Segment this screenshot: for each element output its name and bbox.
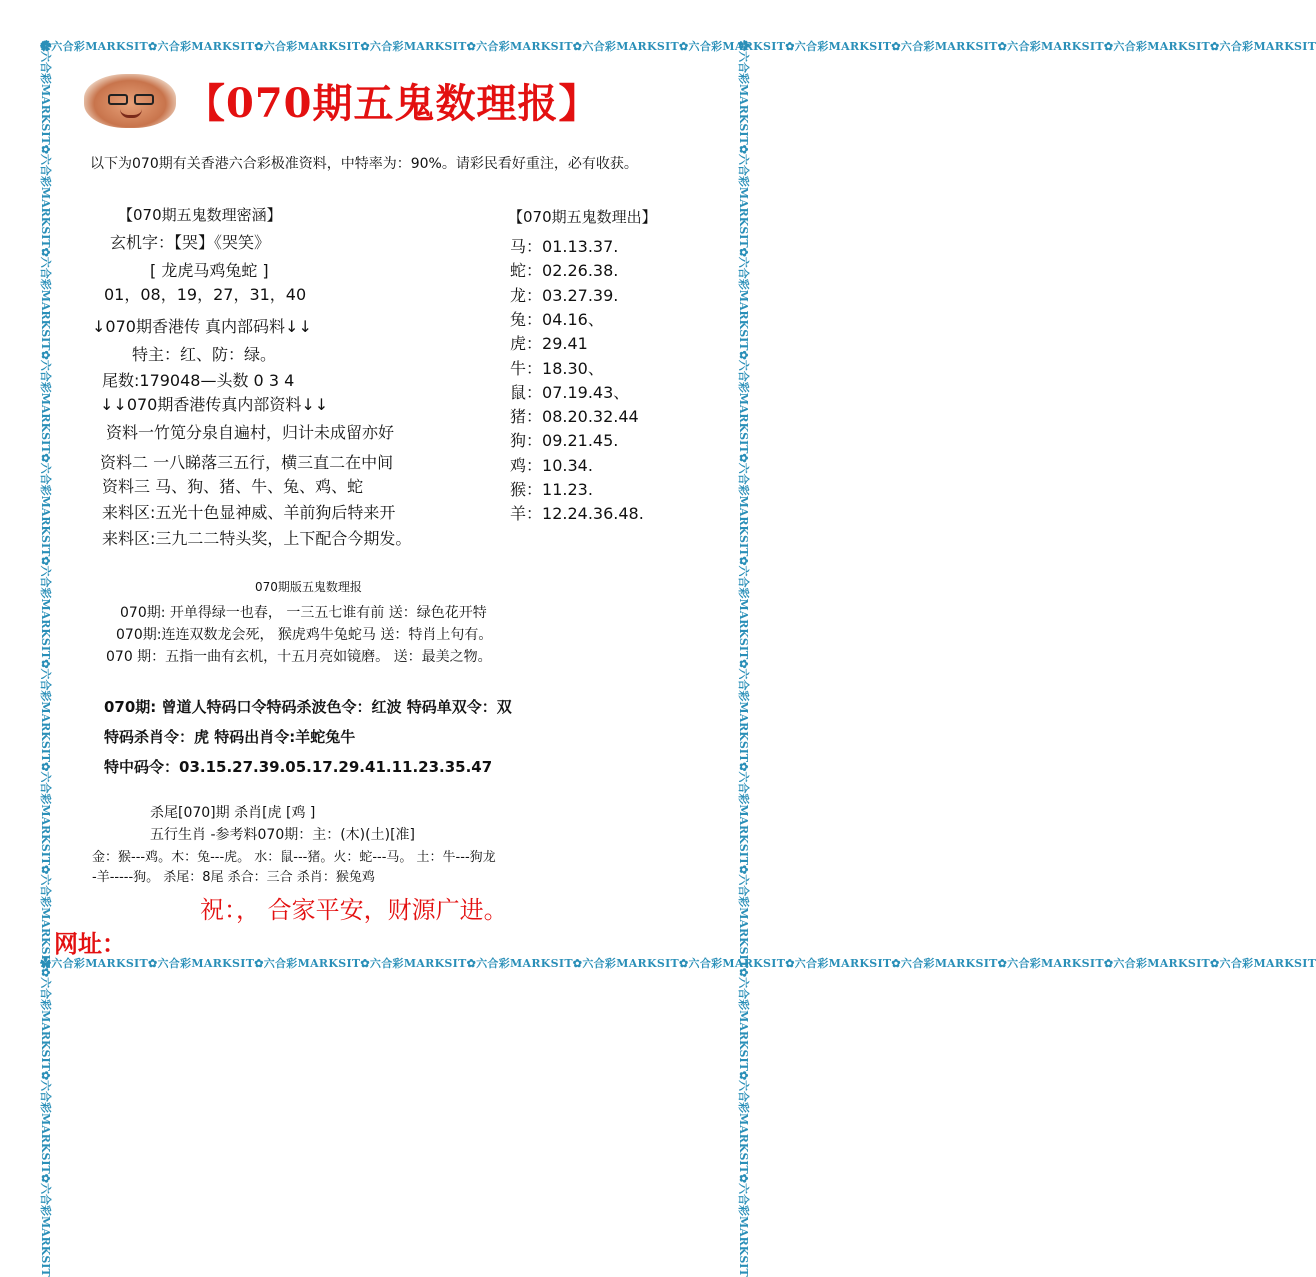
zodiac-separator: ：: [526, 382, 543, 402]
zodiac-name: 鸡: [510, 455, 527, 475]
zodiac-separator: ：: [526, 504, 543, 524]
inside-code-heading: ↓070期香港传 真内部码料↓↓: [92, 317, 312, 336]
zodiac-separator: ：: [526, 237, 543, 256]
zodiac-list: [ 龙虎马鸡兔蛇 ]: [150, 261, 269, 280]
zodiac-separator: ：: [526, 407, 543, 427]
tail-numbers: 尾数:179048—头数 0 3 4: [102, 371, 295, 390]
data-line-2: 资料二 一八睇落三五行，横三直二在中间: [100, 453, 394, 472]
zodiac-separator: ：: [526, 261, 543, 281]
source-line-2: 来料区:三九二二特头奖，上下配合今期发。: [102, 529, 412, 548]
order-line-1: 070期: 曾道人特码口令特码杀波色令：红波 特码单双令：双: [104, 698, 512, 716]
riddle-text: 玄机字：【哭】《哭笑》: [110, 233, 271, 252]
zodiac-name: 牛: [510, 358, 527, 378]
avatar: [84, 74, 176, 128]
zodiac-name: 猴: [510, 480, 527, 499]
zodiac-row: [510, 453, 593, 476]
wuxing-line: 五行生肖 -参考料070期：主：(木)(土)[准]: [150, 827, 415, 843]
zodiac-row: [510, 380, 629, 403]
source-line-1: 来料区:五光十色显神威、羊前狗后特来开: [102, 503, 396, 522]
zodiac-name: 狗: [510, 431, 527, 451]
zodiac-row: [510, 258, 618, 281]
frame-left-text: ✿六合彩MARKSIT✿六合彩MARKSIT✿六合彩MARKSIT✿六合彩MARKSIT✿六合彩MARKSIT✿六合彩MARKSIT✿六合彩MARKSIT✿六合彩MARKSIT✿六合彩MARKSIT✿六合彩MARKSIT✿六合彩MARKSIT✿六合彩MARKSIT: [39, 40, 52, 1277]
data-line-1: 资料一竹笕分泉自遍村，归计未成留亦好: [106, 423, 395, 442]
zodiac-separator: ：: [526, 358, 543, 378]
zodiac-row: [510, 283, 618, 306]
zodiac-row: [510, 331, 588, 354]
zodiac-numbers: 03.27.39.: [542, 285, 619, 305]
zodiac-row: [510, 501, 644, 524]
data-line-3: 资料三 马、狗、猪、牛、兔、鸡、蛇: [102, 477, 364, 496]
zodiac-numbers: 04.16、: [542, 309, 604, 329]
zodiac-separator: ：: [526, 334, 543, 354]
frame-left: [39, 40, 58, 1277]
number-list: 01，08，19，27，31，40: [104, 285, 307, 304]
frame-bottom-text: ✿六合彩MARKSIT✿六合彩MARKSIT✿六合彩MARKSIT✿六合彩MARKSIT✿六合彩MARKSIT✿六合彩MARKSIT✿六合彩MARKSIT✿六合彩MARKSIT✿六合彩MARKSIT✿六合彩MARKSIT✿六合彩MARKSIT✿六合彩MARKSIT: [40, 957, 1316, 970]
frame-right-text: ✿六合彩MARKSIT✿六合彩MARKSIT✿六合彩MARKSIT✿六合彩MARKSIT✿六合彩MARKSIT✿六合彩MARKSIT✿六合彩MARKSIT✿六合彩MARKSIT✿六合彩MARKSIT✿六合彩MARKSIT✿六合彩MARKSIT✿六合彩MARKSIT: [737, 40, 750, 1277]
order-line-3: 特中码令：03.15.27.39.05.17.29.41.11.23.35.47: [104, 758, 493, 776]
zodiac-name: 马: [510, 237, 527, 256]
avatar-mouth: [120, 109, 142, 118]
zodiac-numbers: 12.24.36.48.: [542, 504, 644, 524]
zodiac-numbers: 02.26.38.: [542, 261, 619, 281]
frame-right: [737, 40, 756, 1277]
zodiac-numbers: 09.21.45.: [542, 431, 619, 451]
zodiac-separator: ：: [526, 285, 543, 305]
zodiac-numbers: 29.41: [542, 334, 588, 354]
inside-data-heading: ↓↓070期香港传真内部资料↓↓: [100, 395, 329, 414]
frame-top-text: ✿六合彩MARKSIT✿六合彩MARKSIT✿六合彩MARKSIT✿六合彩MARKSIT✿六合彩MARKSIT✿六合彩MARKSIT✿六合彩MARKSIT✿六合彩MARKSIT✿六合彩MARKSIT✿六合彩MARKSIT✿六合彩MARKSIT✿六合彩MARKSIT: [40, 40, 1316, 53]
poem-line-3: 070 期：五指一曲有玄机，十五月亮如镜磨。 送：最美之物。: [106, 649, 492, 665]
zodiac-name: 猪: [510, 407, 527, 427]
zodiac-numbers: 08.20.32.44: [542, 407, 639, 427]
zodiac-numbers: 11.23.: [542, 480, 593, 499]
zodiac-separator: ：: [526, 455, 543, 475]
zodiac-row: [510, 307, 604, 330]
order-line-2: 特码杀肖令：虎 特码出肖令:羊蛇兔牛: [104, 728, 356, 746]
zodiac-numbers: 01.13.37.: [542, 237, 619, 256]
right-heading: 【070期五鬼数理出】: [508, 208, 657, 226]
zodiac-separator: ：: [526, 431, 543, 451]
website-label: 网址：: [54, 930, 126, 958]
page-title: 【070期五鬼数理报】: [185, 80, 600, 127]
zodiac-row: [510, 404, 639, 427]
frame-top: [40, 38, 1316, 56]
poem-line-1: 070期: 开单得绿一也春， 一三五七谁有前 送：绿色花开特: [120, 605, 487, 621]
zodiac-row: [510, 477, 593, 500]
zodiac-row: [510, 356, 604, 379]
elements-line-2: -羊-----狗。 杀尾：8尾 杀合：三合 杀肖：猴兔鸡: [92, 870, 375, 885]
zodiac-name: 蛇: [510, 261, 527, 281]
avatar-eye-right: [134, 94, 154, 105]
zodiac-name: 羊: [510, 504, 527, 524]
zodiac-separator: ：: [526, 309, 543, 329]
poem-heading: 070期版五鬼数理报: [255, 580, 362, 594]
wish-text: 祝：， 合家平安，财源广进。: [200, 896, 508, 924]
zodiac-name: 鼠: [510, 382, 527, 402]
frame-bottom: [40, 955, 1316, 973]
zodiac-numbers: 18.30、: [542, 358, 604, 378]
elements-line-1: 金：猴---鸡。木：兔---虎。 水：鼠---猪。火：蛇---马。 土：牛---狗龙: [92, 850, 496, 865]
kill-line: 杀尾[070]期 杀肖[虎 [鸡 ]: [150, 805, 316, 821]
zodiac-numbers: 07.19.43、: [542, 382, 630, 402]
zodiac-row: [510, 234, 618, 257]
zodiac-name: 兔: [510, 309, 527, 329]
zodiac-numbers: 10.34.: [542, 455, 593, 475]
zodiac-row: [510, 428, 618, 451]
intro-text: 以下为070期有关香港六合彩极准资料，中特率为：90%。请彩民看好重注，必有收获。: [90, 156, 638, 172]
poem-line-2: 070期:连连双数龙会死， 猴虎鸡牛兔蛇马 送：特肖上句有。: [116, 627, 493, 643]
special-color: 特主：红、防：绿。: [132, 345, 277, 364]
zodiac-name: 龙: [510, 285, 527, 305]
avatar-eye-left: [108, 94, 128, 105]
zodiac-name: 虎: [510, 334, 527, 354]
zodiac-separator: ：: [526, 480, 543, 499]
left-heading: 【070期五鬼数理密涵】: [118, 206, 282, 224]
